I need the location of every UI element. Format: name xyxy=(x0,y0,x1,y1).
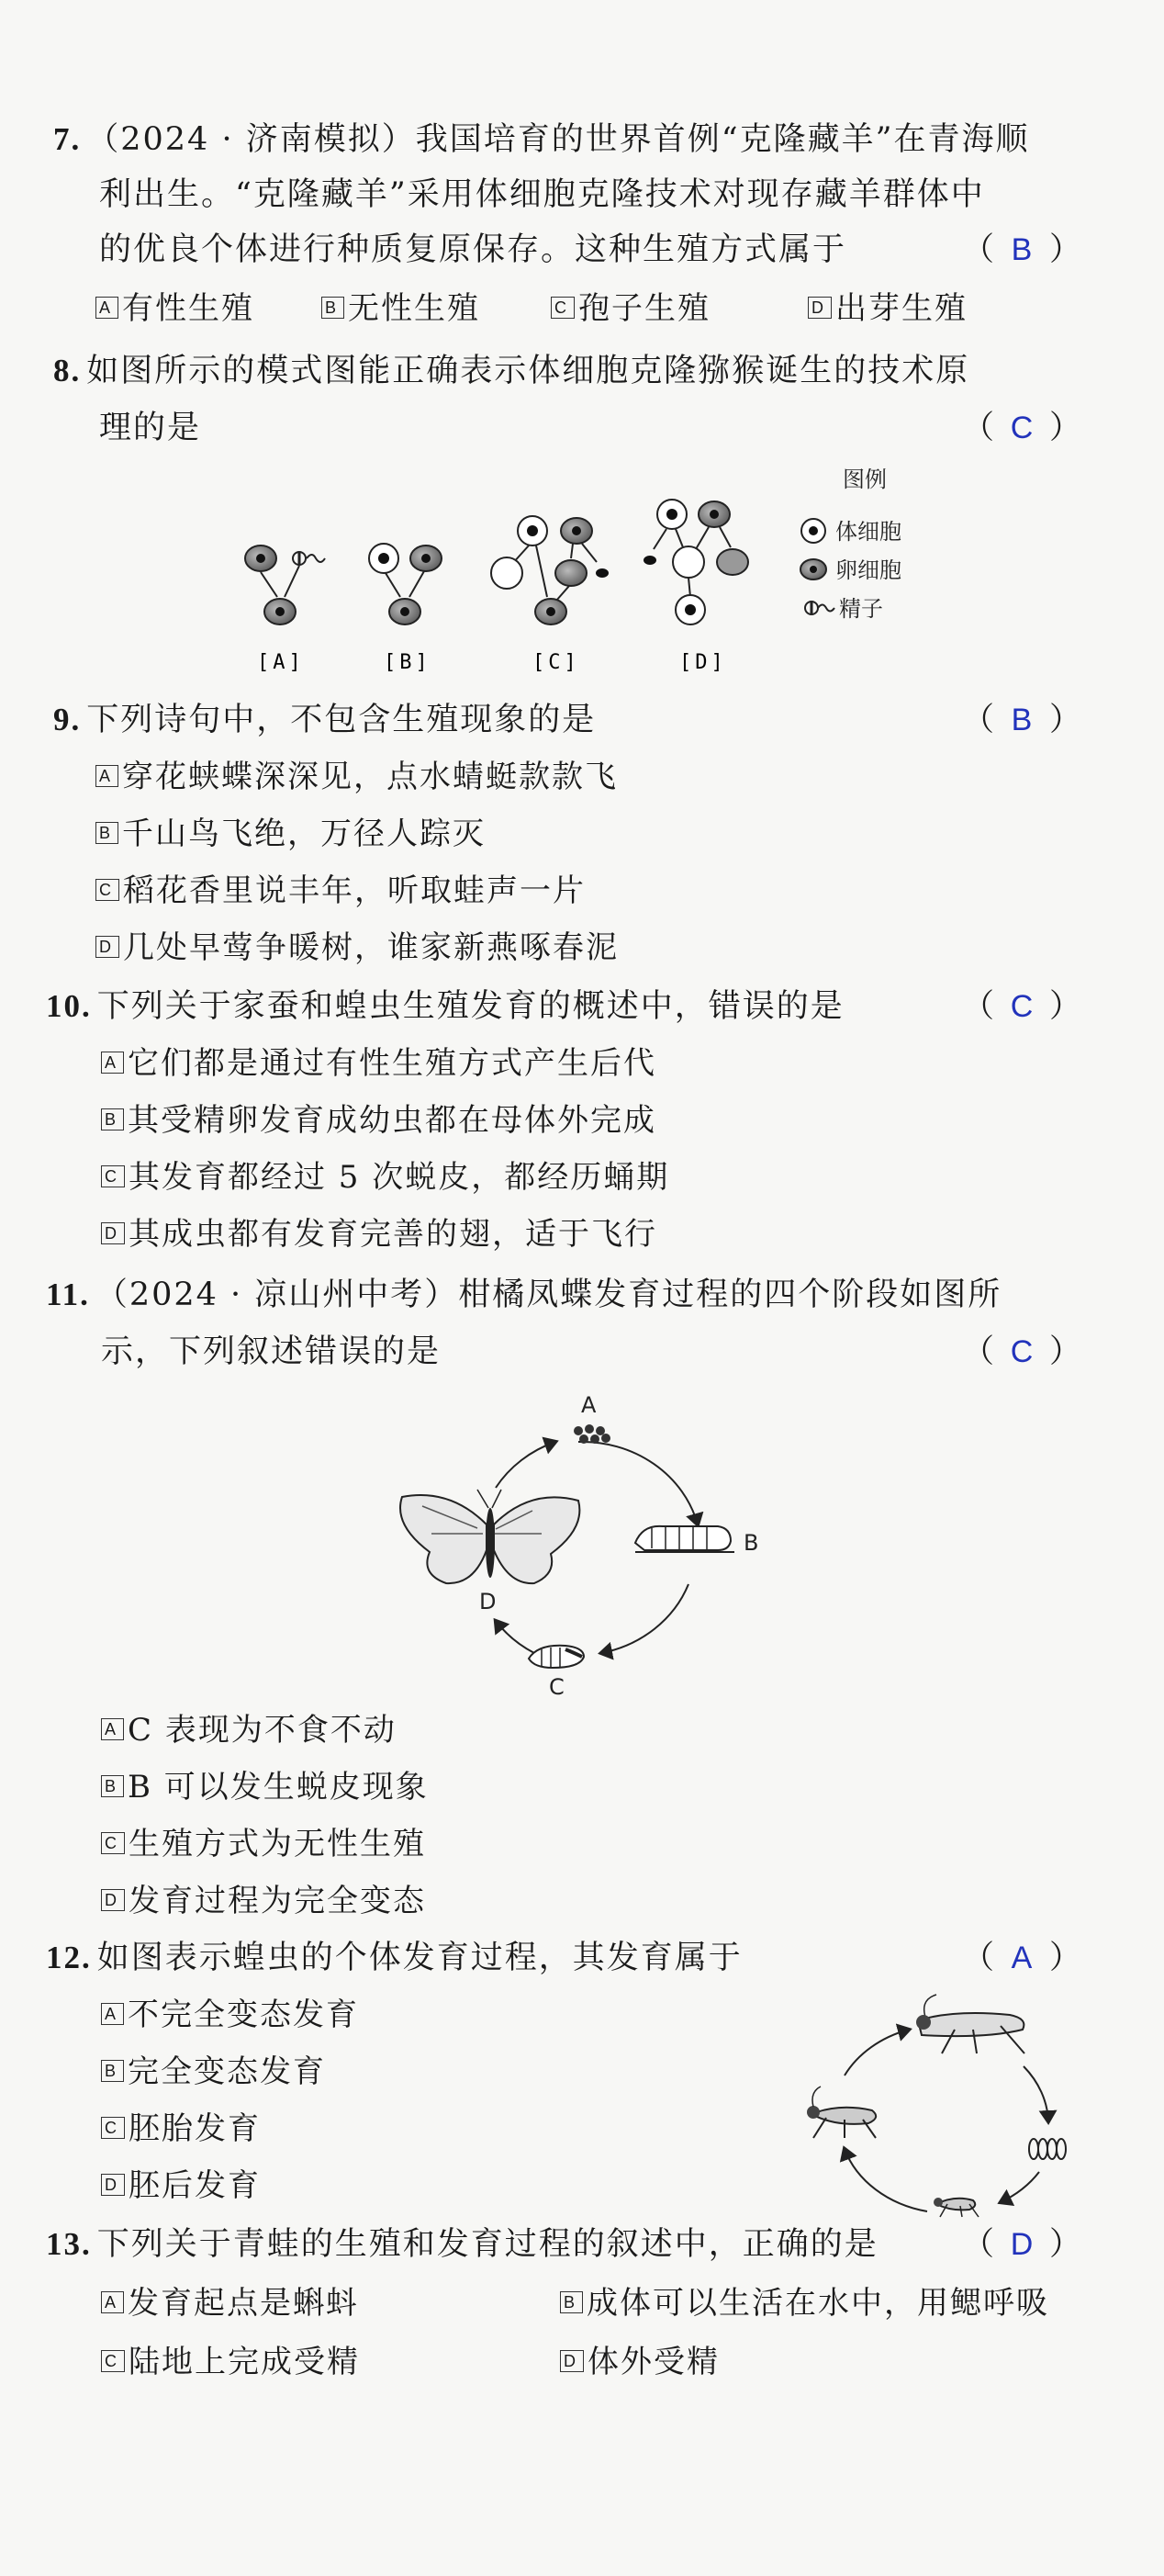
q8-line-2: 理的是 xyxy=(99,410,202,446)
legend-sperm: 精子 xyxy=(839,596,883,622)
q7-line-2: 利出生。“克隆藏羊”采用体细胞克隆技术对现存藏羊群体中 xyxy=(99,176,985,213)
q9-option-d: D 几处早莺争暖树，谁家新燕啄春泥 xyxy=(95,926,619,970)
q9-line-1: 9. 下列诗句中，不包含生殖现象的是 xyxy=(53,702,597,738)
q11-option-a: A C 表现为不食不动 xyxy=(101,1708,397,1752)
q9-option-b: B 千山鸟飞绝，万径人踪灭 xyxy=(95,812,486,856)
q13-option-d: D 体外受精 xyxy=(560,2340,720,2384)
q9-option-c: C 稻花香里说丰年，听取蛙声一片 xyxy=(95,869,586,913)
q12-option-c: C 胚胎发育 xyxy=(101,2107,261,2151)
q12-option-b: B 完全变态发育 xyxy=(101,2050,326,2094)
stage-label-b: B xyxy=(744,1530,759,1556)
panel-a-diagram xyxy=(245,546,325,624)
panel-label-c: [C] xyxy=(532,651,580,674)
stage-label-a: A xyxy=(581,1392,597,1418)
q11-option-c: C 生殖方式为无性生殖 xyxy=(101,1822,426,1866)
adult-locust xyxy=(916,1995,1024,2053)
q12-line-1: 12. 如图表示蝗虫的个体发育过程，其发育属于 xyxy=(46,1940,743,1976)
q12-option-a: A 不完全变态发育 xyxy=(101,1993,359,2037)
q8-cloning-figure xyxy=(229,459,964,689)
q10-option-b: B 其受精卵发育成幼虫都在母体外完成 xyxy=(101,1098,656,1142)
q9-answer: （ B ） xyxy=(962,702,1082,738)
q10-answer: （ C ） xyxy=(962,988,1082,1025)
q10-option-c: C 其发育都经过 5 次蜕皮，都经历蛹期 xyxy=(101,1155,669,1199)
q12-locust-cycle-figure xyxy=(789,1984,1083,2222)
locust-eggs xyxy=(1029,2139,1066,2159)
q10-option-a: A 它们都是通过有性生殖方式产生后代 xyxy=(101,1041,656,1086)
q11-option-b: B B 可以发生蜕皮现象 xyxy=(101,1765,429,1809)
panel-label-b: [B] xyxy=(384,651,431,674)
legend-egg: 卵细胞 xyxy=(835,557,901,583)
young-nymph xyxy=(934,2198,979,2217)
legend-somatic: 体细胞 xyxy=(835,519,901,545)
figure-legend xyxy=(800,467,901,622)
q7-line-1: 7. （2024 · 济南模拟）我国培育的世界首例“克隆藏羊”在青海顺 xyxy=(53,121,1030,158)
q7-option-a: A 有性生殖 xyxy=(95,287,254,331)
panel-c-diagram xyxy=(491,516,609,624)
butterfly-stage xyxy=(400,1490,579,1583)
panel-label-a: [A] xyxy=(257,651,305,674)
egg-stage xyxy=(574,1424,610,1444)
q13-answer: （ D ） xyxy=(962,2226,1082,2263)
q12-option-d: D 胚后发育 xyxy=(101,2164,261,2208)
q10-option-d: D 其成虫都有发育完善的翅，适于飞行 xyxy=(101,1212,657,1256)
q13-line-1: 13. 下列关于青蛙的生殖和发育过程的叙述中，正确的是 xyxy=(46,2226,879,2263)
panel-b-diagram xyxy=(369,544,442,624)
panel-d-diagram xyxy=(644,500,748,624)
q12-answer: （ A ） xyxy=(962,1940,1082,1976)
q11-line-1: 11. （2024 · 凉山州中考）柑橘凤蝶发育过程的四个阶段如图所 xyxy=(46,1277,1002,1313)
panel-label-d: [D] xyxy=(679,651,727,674)
larva-stage xyxy=(635,1526,734,1552)
pupa-stage xyxy=(529,1646,584,1668)
q9-option-a: A 穿花蛱蝶深深见，点水蜻蜓款款飞 xyxy=(95,755,618,799)
q11-butterfly-cycle-figure xyxy=(395,1387,789,1699)
q13-option-b: B 成体可以生活在水中，用鳃呼吸 xyxy=(560,2281,1049,2325)
q10-line-1: 10. 下列关于家蚕和蝗虫生殖发育的概述中，错误的是 xyxy=(46,988,845,1025)
q13-option-a: A 发育起点是蝌蚪 xyxy=(101,2281,359,2325)
q11-line-2: 示，下列叙述错误的是 xyxy=(101,1333,442,1370)
q11-answer: （ C ） xyxy=(962,1333,1082,1370)
legend-title: 图例 xyxy=(843,467,887,492)
q7-option-d: D 出芽生殖 xyxy=(808,287,968,331)
q7-option-b: B 无性生殖 xyxy=(321,287,480,331)
stage-label-d: D xyxy=(479,1589,497,1614)
q7-line-3: 的优良个体进行种质复原保存。这种生殖方式属于 xyxy=(99,231,847,268)
stage-label-c: C xyxy=(549,1674,565,1699)
q8-answer: （ C ） xyxy=(962,410,1082,446)
older-nymph xyxy=(807,2087,876,2138)
q7-option-c: C 孢子生殖 xyxy=(551,287,711,331)
q13-option-c: C 陆地上完成受精 xyxy=(101,2340,360,2384)
q8-line-1: 8. 如图所示的模式图能正确表示体细胞克隆猕猴诞生的技术原 xyxy=(53,353,970,389)
q11-option-d: D 发育过程为完全变态 xyxy=(101,1879,426,1923)
q7-answer: （ B ） xyxy=(962,231,1082,268)
